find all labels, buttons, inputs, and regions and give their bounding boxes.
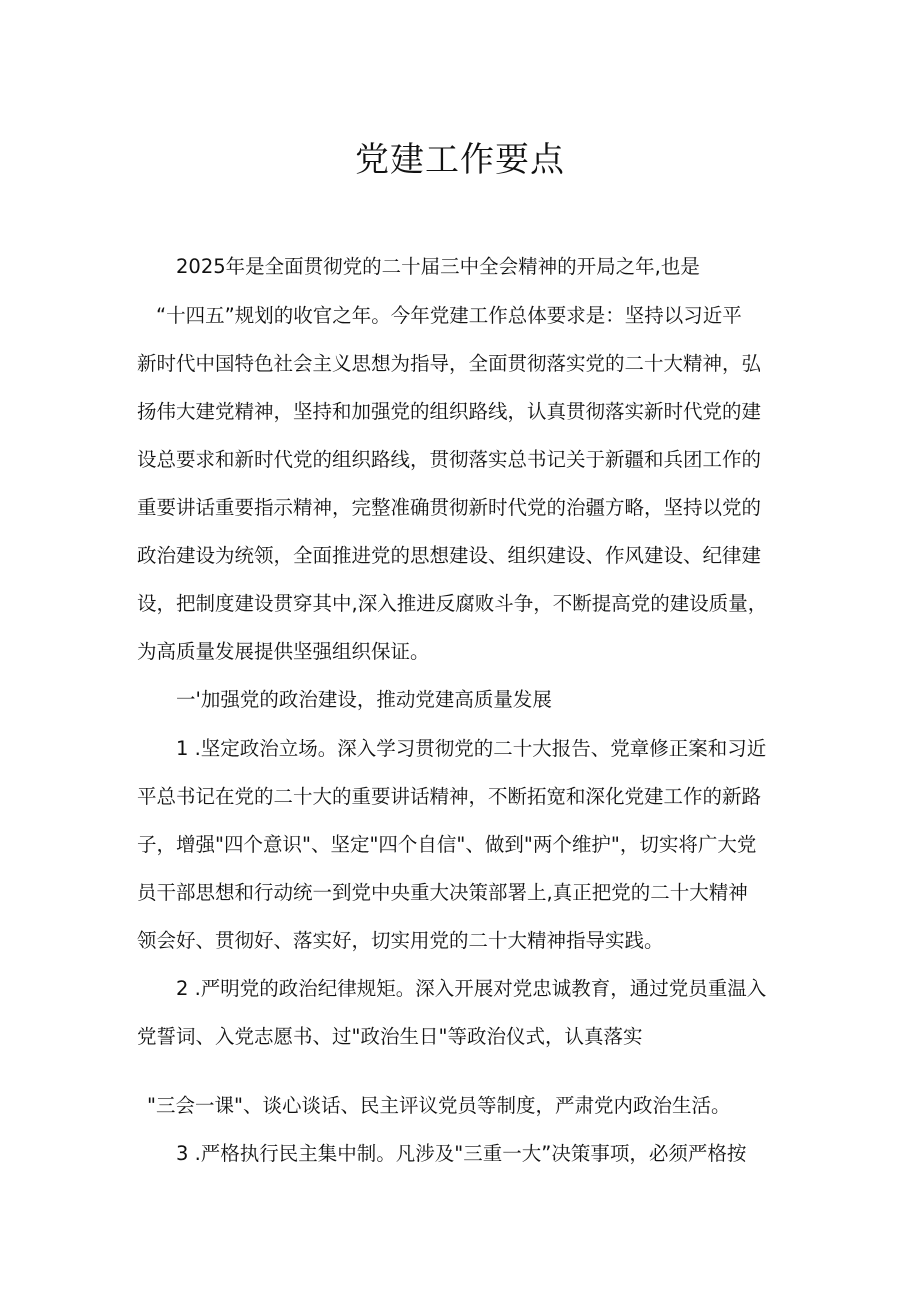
text-line: 2025年是全面贯彻党的二十届三中全会精神的开局之年,也是 xyxy=(176,255,700,278)
text-line: 新时代中国特色社会主义思想为指导，全面贯彻落实党的二十大精神，弘 xyxy=(137,352,762,375)
text-line: 3 .严格执行民主集中制。凡涉及"三重一大”决策事项，必须严格按 xyxy=(176,1142,747,1165)
text-line: 设，把制度建设贯穿其中,深入推进反腐败斗争，不断提高党的建设质量， xyxy=(137,592,768,615)
text-line: “十四五”规划的收官之年。今年党建工作总体要求是：坚持以习近平 xyxy=(156,304,742,327)
document-title: 党建工作要点 xyxy=(355,140,565,180)
text-line: 重要讲话重要指示精神，完整准确贯彻新时代党的治疆方略，坚持以党的 xyxy=(137,496,762,519)
text-line: 2 .严明党的政治纪律规矩。深入开展对党忠诚教育，通过党员重温入 xyxy=(176,977,767,1000)
section-heading: 一'加强党的政治建设，推动党建高质量发展 xyxy=(176,688,552,711)
text-line: 为高质量发展提供坚强组织保证。 xyxy=(137,640,430,663)
text-line: 领会好、贯彻好、落实好，切实用党的二十大精神指导实践。 xyxy=(137,929,664,952)
text-line: 党誓词、入党志愿书、过"政治生日"等政治仪式，认真落实 xyxy=(137,1025,643,1048)
text-line: 1 .坚定政治立场。深入学习贯彻党的二十大报告、党章修正案和习近 xyxy=(176,737,767,760)
text-line: 设总要求和新时代党的组织路线，贯彻落实总书记关于新疆和兵团工作的 xyxy=(137,448,762,471)
text-line: 员干部思想和行动统一到党中央重大决策部署上,真正把党的二十大精神 xyxy=(137,881,748,904)
text-line: 政治建设为统领，全面推进党的思想建设、组织建设、作风建设、纪律建 xyxy=(137,544,762,567)
text-line: 子，增强"四个意识"、坚定"四个自信"、做到"两个维护"，切实将广大党 xyxy=(137,833,757,856)
text-line: "三会一课"、谈心谈话、民主评议党员等制度，严肃党内政治生活。 xyxy=(147,1094,731,1117)
text-line: 平总书记在党的二十大的重要讲话精神，不断拓宽和深化党建工作的新路 xyxy=(137,785,762,808)
text-line: 扬伟大建党精神，坚持和加强党的组织路线，认真贯彻落实新时代党的建 xyxy=(137,400,762,423)
